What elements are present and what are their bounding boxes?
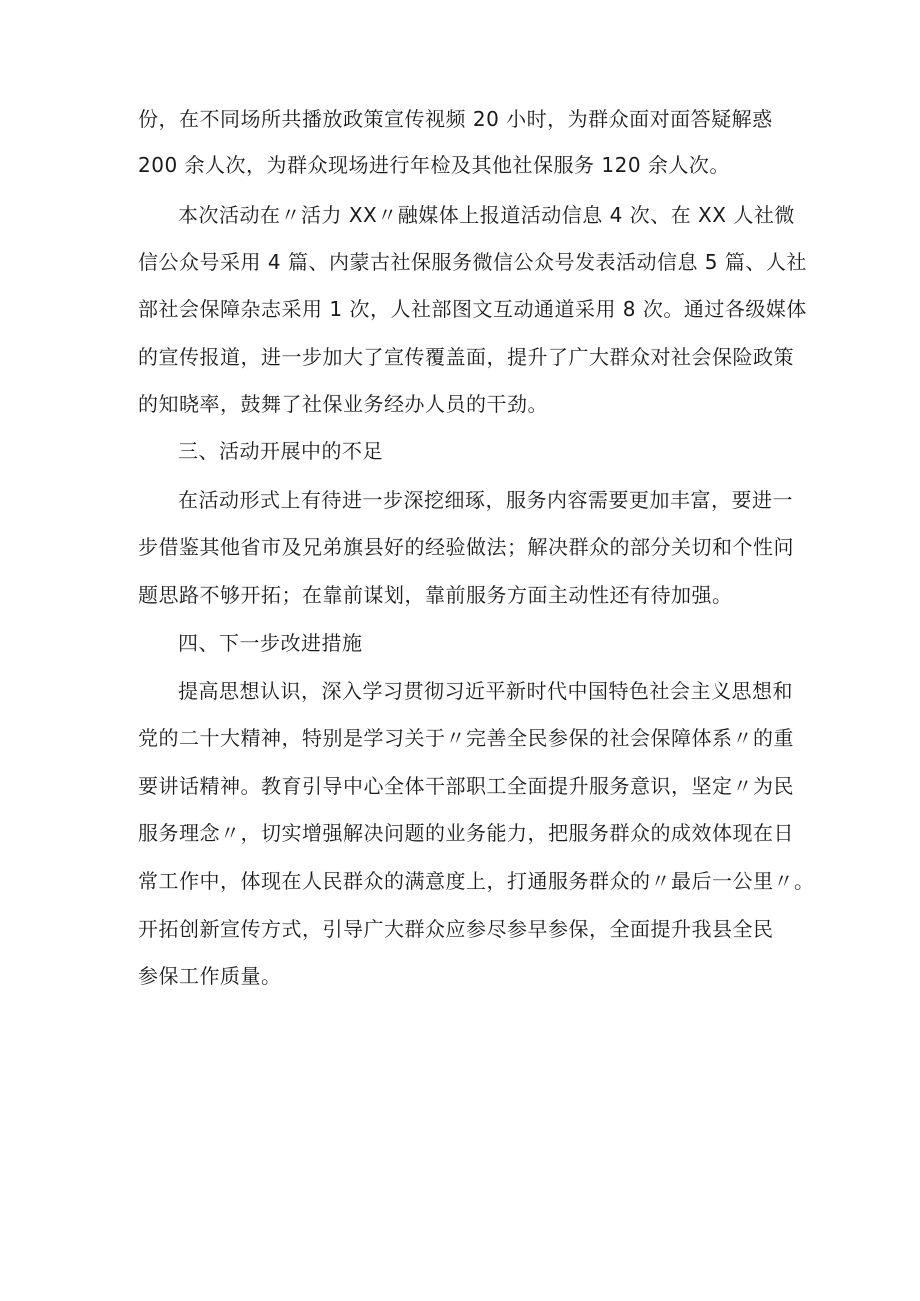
paragraph-first-line: 本次活动在〃活力 XX〃融媒体上报道活动信息 4 次、在 XX 人社微: [178, 203, 795, 227]
paragraph-first-line: 提高思想认识，深入学习贯彻习近平新时代中国特色社会主义思想和: [178, 679, 793, 703]
section-heading: 四、下一步改进措施: [178, 631, 363, 655]
text-line: 服务理念〃，切实增强解决问题的业务能力，把服务群众的成效体现在日: [138, 821, 794, 845]
paragraph-first-line: 在活动形式上有待进一步深挖细琢，服务内容需要更加丰富，要进一: [178, 488, 793, 512]
section-heading: 三、活动开展中的不足: [178, 439, 383, 463]
text-line: 要讲话精神。教育引导中心全体干部职工全面提升服务意识，坚定〃为民: [138, 774, 794, 798]
text-line: 党的二十大精神，特别是学习关于〃完善全民参保的社会保障体系〃的重: [138, 726, 794, 750]
text-line: 常工作中，体现在人民群众的满意度上，打通服务群众的〃最后一公里〃。: [138, 869, 815, 893]
text-line: 题思路不够开拓；在靠前谋划，靠前服务方面主动性还有待加强。: [138, 583, 733, 607]
text-line: 份，在不同场所共播放政策宣传视频 20 小时，为群众面对面答疑解惑: [138, 107, 773, 131]
text-line: 步借鉴其他省市及兄弟旗县好的经验做法；解决群众的部分关切和个性问: [138, 535, 794, 559]
text-line: 部社会保障杂志采用 1 次，人社部图文互动通道采用 8 次。通过各级媒体: [138, 297, 807, 321]
text-line: 信公众号采用 4 篇、内蒙古社保服务微信公众号发表活动信息 5 篇、人社: [138, 250, 807, 274]
text-line: 开拓创新宣传方式，引导广大群众应参尽参早参保，全面提升我县全民: [138, 917, 774, 941]
text-line: 的宣传报道，进一步加大了宣传覆盖面，提升了广大群众对社会保险政策: [138, 345, 794, 369]
text-line: 的知晓率，鼓舞了社保业务经办人员的干劲。: [138, 392, 548, 416]
text-line: 200 余人次，为群众现场进行年检及其他社保服务 120 余人次。: [138, 153, 730, 177]
text-line: 参保工作质量。: [138, 964, 282, 988]
